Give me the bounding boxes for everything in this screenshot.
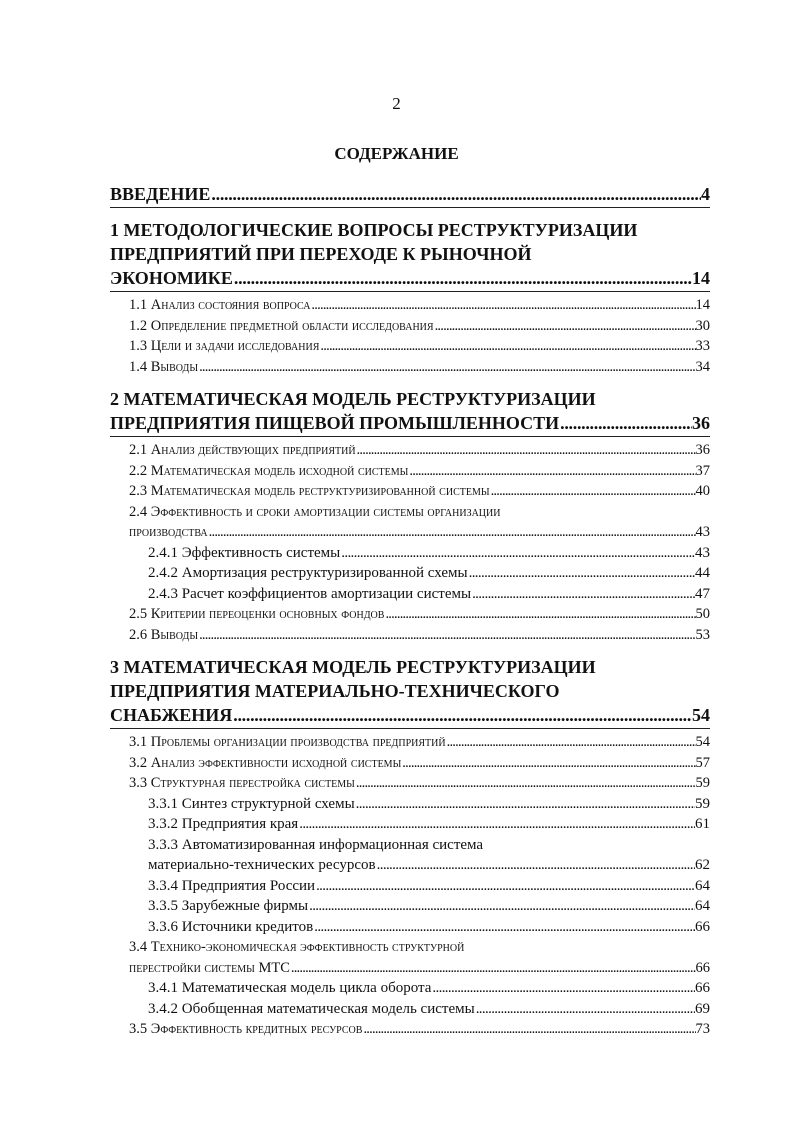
toc-entry-label: 3.3.3 Автоматизированная информационная система <box>148 836 484 853</box>
toc-entry-3-3-1[interactable] <box>110 794 710 815</box>
toc-page-number: 73 <box>695 1021 710 1037</box>
toc-entry-3-1[interactable] <box>110 732 710 753</box>
toc-entry-2-6[interactable] <box>110 625 710 646</box>
toc-page-number: 66 <box>695 959 710 976</box>
toc-chapter-intro <box>110 182 710 208</box>
toc-page-number: 43 <box>695 544 710 561</box>
toc-entry-3-3-5[interactable] <box>110 896 710 917</box>
dot-leader <box>431 978 695 999</box>
toc-entry-3-3-4[interactable] <box>110 876 710 897</box>
toc-entry-label: ВВЕДЕНИЕ <box>110 184 211 204</box>
toc-page-number: 50 <box>695 606 710 622</box>
toc-entry-1-4[interactable] <box>110 357 710 378</box>
toc-entry-1-3[interactable] <box>110 336 710 357</box>
toc-entry-label: 1.1 Анализ состояния вопроса <box>129 297 311 313</box>
toc-entry-3-3-3[interactable] <box>110 835 710 876</box>
toc-page-number: 64 <box>695 877 710 894</box>
dot-leader <box>208 522 696 543</box>
toc-page-number: 34 <box>695 358 710 375</box>
toc-entry-label: 3.4.2 Обобщенная математическая модель системы <box>148 1000 475 1017</box>
toc-entry-label: 3.3.2 Предприятия края <box>148 816 299 832</box>
chapter-title-line: 1 МЕТОДОЛОГИЧЕСКИЕ ВОПРОСЫ РЕСТРУКТУРИЗАЦИИ <box>110 220 638 240</box>
dot-leader <box>315 876 695 897</box>
toc-page-number: 66 <box>695 980 710 996</box>
toc-entry-label: 2.4 Эффективность и сроки амортизации системы организации <box>129 503 501 520</box>
toc-entry-3-2[interactable] <box>110 753 710 774</box>
dot-leader <box>376 855 695 876</box>
toc-entry-2-4-2[interactable] <box>110 563 710 584</box>
toc-chapter-1 <box>110 218 710 377</box>
dot-leader <box>198 357 695 378</box>
toc-entry-3-3-2[interactable] <box>110 814 710 835</box>
toc-page-number: 44 <box>695 565 710 581</box>
toc-entry-label: 3.4.1 Математическая модель цикла оборота <box>148 980 432 996</box>
toc-page-number: 54 <box>695 734 710 750</box>
dot-leader <box>475 999 695 1020</box>
toc-page-number: 59 <box>695 795 710 812</box>
toc-entry-label: 3.3.5 Зарубежные фирмы <box>148 898 309 914</box>
toc-entry-2-1[interactable] <box>110 440 710 461</box>
toc-entry-3-4-2[interactable] <box>110 999 710 1020</box>
dot-leader <box>233 266 692 290</box>
dot-leader <box>298 814 695 835</box>
toc-entry-label: 2.4.2 Амортизация реструктуризированной схемы <box>148 565 468 581</box>
dot-leader <box>362 1019 695 1040</box>
toc-entry-2-4-1[interactable] <box>110 543 710 564</box>
toc-entry-2-4-3[interactable] <box>110 584 710 605</box>
toc-entry-1-1[interactable] <box>110 295 710 316</box>
dot-leader <box>198 625 695 646</box>
toc-page-number: 36 <box>692 413 710 433</box>
toc-chapter-2-heading[interactable] <box>110 387 710 437</box>
dot-leader <box>490 481 696 502</box>
dot-leader <box>401 753 695 774</box>
dot-leader <box>313 917 695 938</box>
toc-entry-label: 3.2 Анализ эффективности исходной системы <box>129 754 402 771</box>
dot-leader <box>232 703 692 727</box>
toc-entry-3-3[interactable] <box>110 773 710 794</box>
toc-entry-2-4[interactable] <box>110 502 710 543</box>
toc-entry-label: 2.3 Математическая модель реструктуризированной системы <box>129 483 490 499</box>
dot-leader <box>559 411 692 435</box>
toc-page-number: 66 <box>695 918 710 935</box>
dot-leader <box>446 732 696 753</box>
dot-leader <box>310 295 695 316</box>
toc-page-number: 36 <box>695 442 710 458</box>
toc-entry-3-5[interactable] <box>110 1019 710 1040</box>
toc-chapter-3 <box>110 655 710 1040</box>
dot-leader <box>468 563 695 584</box>
toc-page-number: 43 <box>695 524 710 540</box>
toc-entry-3-4-1[interactable] <box>110 978 710 999</box>
toc-chapter-3-heading[interactable] <box>110 655 710 729</box>
toc-entry-label: 1.3 Цели и задачи исследования <box>129 338 320 354</box>
table-of-contents <box>110 182 710 1040</box>
toc-page-number: 40 <box>695 483 710 499</box>
toc-entry-label: 1.2 Определение предметной области исследования <box>129 317 434 334</box>
toc-page-number: 62 <box>695 857 710 873</box>
chapter-title-line: 3 МАТЕМАТИЧЕСКАЯ МОДЕЛЬ РЕСТРУКТУРИЗАЦИИ <box>110 657 596 677</box>
toc-page-number: 57 <box>695 754 710 771</box>
dot-leader <box>210 182 701 206</box>
toc-entry-2-5[interactable] <box>110 604 710 625</box>
toc-page-number: 61 <box>695 816 710 832</box>
toc-entry-label: 3.3.6 Источники кредитов <box>148 918 314 935</box>
toc-entry-2-3[interactable] <box>110 481 710 502</box>
toc-page-number: 14 <box>695 297 710 313</box>
chapter-title-line: СНАБЖЕНИЯ <box>110 705 233 725</box>
toc-page-number: 14 <box>692 268 710 288</box>
toc-entry-label: перестройки системы МТС <box>129 959 290 976</box>
toc-entry-3-3-6[interactable] <box>110 917 710 938</box>
toc-entry-3-4[interactable] <box>110 937 710 978</box>
toc-entry-2-2[interactable] <box>110 461 710 482</box>
chapter-title-line: ПРЕДПРИЯТИЙ ПРИ ПЕРЕХОДЕ К РЫНОЧНОЙ <box>110 244 532 264</box>
toc-entry-label: 1.4 Выводы <box>129 358 199 375</box>
toc-entry-label: 3.3.1 Синтез структурной схемы <box>148 795 355 812</box>
dot-leader <box>408 461 695 482</box>
toc-entry-label: 2.5 Критерии переоценки основных фондов <box>129 606 385 622</box>
chapter-title-line: ЭКОНОМИКЕ <box>110 268 233 288</box>
dot-leader <box>471 584 695 605</box>
toc-page-number: 54 <box>692 705 710 725</box>
chapter-title-line: ПРЕДПРИЯТИЯ ПИЩЕВОЙ ПРОМЫШЛЕННОСТИ <box>110 413 560 433</box>
chapter-title-line: ПРЕДПРИЯТИЯ МАТЕРИАЛЬНО-ТЕХНИЧЕСКОГО <box>110 681 560 701</box>
toc-page-number: 53 <box>695 626 710 643</box>
toc-title: СОДЕРЖАНИЕ <box>334 144 459 163</box>
toc-entry-label: 2.1 Анализ действующих предприятий <box>129 442 356 458</box>
toc-entry-intro[interactable] <box>110 182 710 206</box>
toc-entry-label: материально-технических ресурсов <box>148 857 376 873</box>
toc-entry-label: 3.3.4 Предприятия России <box>148 877 316 894</box>
toc-entry-label: 3.4 Технико-экономическая эффективность структурной <box>129 939 465 955</box>
toc-entry-label: 2.4.1 Эффективность системы <box>148 544 341 561</box>
chapter-title-line: 2 МАТЕМАТИЧЕСКАЯ МОДЕЛЬ РЕСТРУКТУРИЗАЦИИ <box>110 389 596 409</box>
toc-entry-label: 3.3 Структурная перестройка системы <box>129 775 355 791</box>
toc-entry-label: 2.4.3 Расчет коэффициентов амортизации системы <box>148 585 472 602</box>
toc-chapter-2 <box>110 387 710 645</box>
toc-entry-label: производства <box>129 524 208 540</box>
dot-leader <box>355 794 695 815</box>
toc-entry-1-2[interactable] <box>110 316 710 337</box>
toc-page-number: 4 <box>701 184 710 204</box>
toc-entry-label: 2.6 Выводы <box>129 626 199 643</box>
toc-page-number: 33 <box>695 338 710 354</box>
toc-page-number: 47 <box>695 585 710 602</box>
toc-entry-label: 3.5 Эффективность кредитных ресурсов <box>129 1021 363 1037</box>
toc-page-number: 37 <box>695 462 710 479</box>
dot-leader <box>434 316 696 337</box>
dot-leader <box>384 604 695 625</box>
toc-page-number: 30 <box>695 317 710 334</box>
toc-page-number: 64 <box>695 898 710 914</box>
toc-page-number: 59 <box>695 775 710 791</box>
toc-page-number: 69 <box>695 1000 710 1017</box>
toc-entry-label: 3.1 Проблемы организации производства предприятий <box>129 734 446 750</box>
dot-leader <box>290 958 696 979</box>
dot-leader <box>340 543 695 564</box>
dot-leader <box>356 440 696 461</box>
toc-entry-label: 2.2 Математическая модель исходной системы <box>129 462 409 479</box>
dot-leader <box>355 773 696 794</box>
dot-leader <box>308 896 695 917</box>
page-number: 2 <box>392 94 401 113</box>
dot-leader <box>319 336 695 357</box>
toc-chapter-1-heading[interactable] <box>110 218 710 292</box>
